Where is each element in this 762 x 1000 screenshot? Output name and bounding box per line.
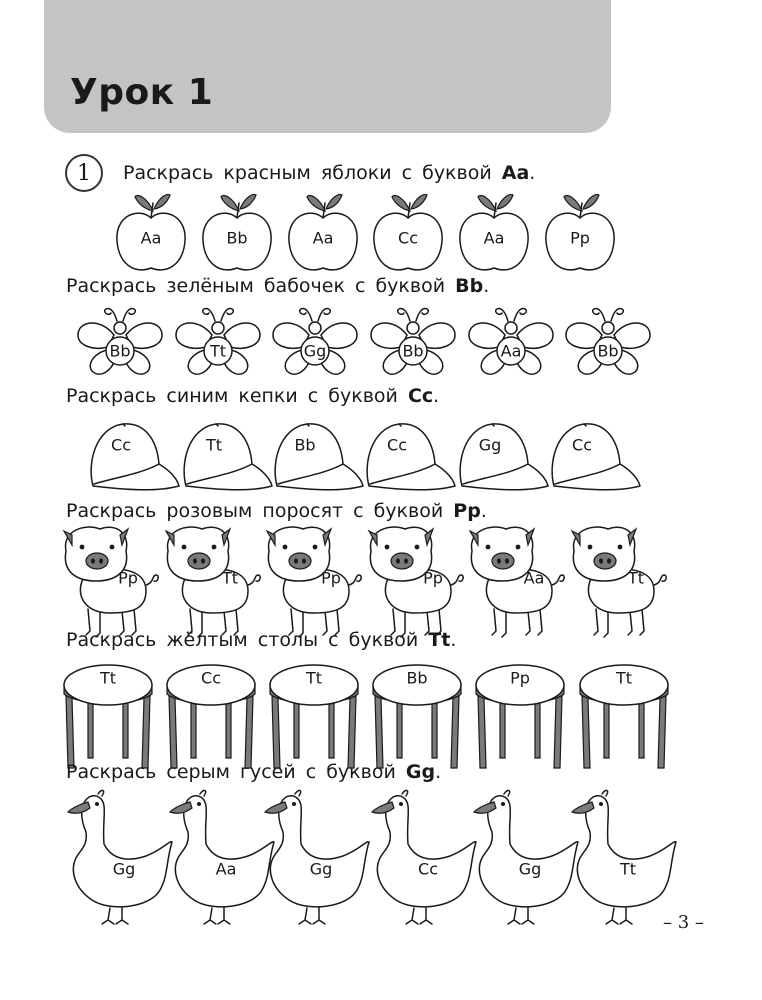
pig-row	[0, 525, 762, 620]
instruction-suffix: .	[435, 761, 442, 783]
instruction-suffix: .	[483, 275, 490, 297]
instruction-text: Раскрась синим кепки с буквой	[66, 385, 398, 407]
goose-row	[0, 790, 762, 910]
butterfly-card[interactable]	[176, 309, 260, 375]
pig-letter: Tt	[627, 568, 645, 588]
apple-letter: Cc	[398, 228, 418, 248]
butterfly-card[interactable]	[566, 309, 650, 375]
cap-letter: Cc	[572, 435, 592, 455]
table-row	[0, 652, 762, 752]
cap-card[interactable]	[275, 424, 363, 490]
cap-letter: Cc	[111, 435, 131, 455]
cap-letter: Bb	[294, 435, 316, 455]
instruction-text: Раскрась розовым поросят с буквой	[66, 500, 444, 522]
header-band	[44, 0, 611, 133]
apple-card[interactable]	[460, 195, 528, 270]
pig-card[interactable]	[572, 527, 666, 637]
table-card[interactable]	[167, 665, 255, 768]
butterfly-letter: Gg	[303, 341, 327, 361]
pig-card[interactable]	[267, 527, 361, 637]
goose-letter: Gg	[112, 859, 136, 879]
apple-letter: Pp	[570, 228, 590, 248]
apple-card[interactable]	[203, 195, 271, 270]
instruction-text: Раскрась жёлтым столы с буквой	[66, 629, 419, 651]
table-card[interactable]	[64, 665, 152, 768]
pig-card[interactable]	[166, 527, 260, 637]
page-number: – 3 –	[663, 912, 704, 933]
table-letter: Tt	[615, 668, 633, 688]
pig-card[interactable]	[64, 527, 158, 637]
table-card[interactable]	[270, 665, 358, 768]
butterfly-card[interactable]	[273, 309, 357, 375]
instruction-text: Раскрась зелёным бабочек с буквой	[66, 275, 446, 297]
cap-card[interactable]	[552, 424, 640, 490]
instruction-suffix: .	[529, 162, 536, 184]
table-letter: Tt	[305, 668, 323, 688]
instruction-caps	[66, 385, 439, 407]
apple-card[interactable]	[546, 195, 614, 270]
apple-card[interactable]	[117, 195, 185, 270]
cap-letter: Cc	[387, 435, 407, 455]
butterfly-card[interactable]	[371, 309, 455, 375]
apple-row	[0, 185, 762, 280]
table-card[interactable]	[580, 665, 668, 768]
instruction-apples	[123, 162, 535, 184]
goose-card[interactable]	[474, 790, 578, 924]
table-card[interactable]	[476, 665, 564, 768]
goose-card[interactable]	[572, 790, 676, 924]
table-letter: Cc	[201, 668, 221, 688]
table-card[interactable]	[373, 665, 461, 768]
table-letter: Tt	[99, 668, 117, 688]
goose-letter: Tt	[619, 859, 637, 879]
cap-row	[0, 410, 762, 490]
exercise-number: 1	[65, 154, 103, 192]
apple-card[interactable]	[374, 195, 442, 270]
target-letter: Gg	[405, 761, 436, 783]
butterfly-letter: Bb	[109, 341, 131, 361]
cap-card[interactable]	[184, 424, 272, 490]
pig-letter: Pp	[118, 568, 138, 588]
table-letter: Pp	[510, 668, 530, 688]
cap-card[interactable]	[367, 424, 455, 490]
butterfly-letter: Bb	[597, 341, 619, 361]
table-letter: Bb	[406, 668, 428, 688]
apple-letter: Aa	[312, 228, 334, 248]
butterfly-letter: Bb	[402, 341, 424, 361]
instruction-butterflies	[66, 275, 489, 297]
instruction-suffix: .	[433, 385, 440, 407]
pig-letter: Pp	[321, 568, 341, 588]
pig-letter: Pp	[423, 568, 443, 588]
apple-letter: Aa	[483, 228, 505, 248]
goose-card[interactable]	[372, 790, 476, 924]
apple-letter: Bb	[226, 228, 248, 248]
butterfly-card[interactable]	[78, 309, 162, 375]
pig-letter: Tt	[221, 568, 239, 588]
cap-card[interactable]	[91, 424, 179, 490]
goose-letter: Cc	[418, 859, 438, 879]
pig-card[interactable]	[369, 527, 463, 637]
instruction-geese	[66, 761, 441, 783]
butterfly-letter: Tt	[209, 341, 227, 361]
goose-letter: Aa	[215, 859, 237, 879]
butterfly-row	[0, 300, 762, 385]
goose-card[interactable]	[68, 790, 172, 924]
target-letter: Bb	[455, 275, 484, 297]
cap-card[interactable]	[460, 424, 548, 490]
goose-card[interactable]	[265, 790, 369, 924]
instruction-pigs	[66, 500, 487, 522]
instruction-suffix: .	[480, 500, 487, 522]
target-letter: Tt	[428, 629, 451, 651]
page-title: Урок 1	[70, 72, 214, 113]
goose-letter: Gg	[309, 859, 333, 879]
target-letter: Pp	[453, 500, 481, 522]
target-letter: Aa	[501, 162, 530, 184]
pig-card[interactable]	[470, 527, 564, 637]
target-letter: Cc	[407, 385, 434, 407]
apple-card[interactable]	[289, 195, 357, 270]
pig-letter: Aa	[523, 568, 545, 588]
goose-card[interactable]	[170, 790, 274, 924]
cap-letter: Tt	[205, 435, 223, 455]
apple-letter: Aa	[140, 228, 162, 248]
instruction-text: Раскрась красным яблоки с буквой	[123, 162, 492, 184]
butterfly-letter: Aa	[500, 341, 522, 361]
instruction-suffix: .	[450, 629, 457, 651]
instruction-text: Раскрась серым гусей с буквой	[66, 761, 396, 783]
instruction-tables	[66, 629, 456, 651]
goose-letter: Gg	[518, 859, 542, 879]
cap-letter: Gg	[478, 435, 502, 455]
butterfly-card[interactable]	[469, 309, 553, 375]
